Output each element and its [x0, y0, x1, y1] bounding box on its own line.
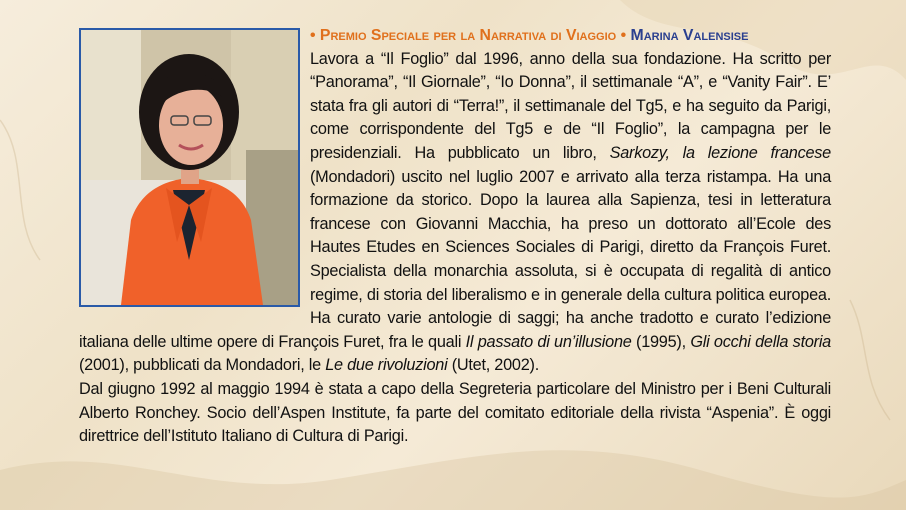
- book-title: Le due rivoluzioni: [325, 356, 448, 375]
- biography-paragraph-2: Dal giugno 1992 al maggio 1994 è stata a capo della Segreteria particolare del Ministro per i Beni Culturali Alberto Ronchey. Socio dell’Aspen Institute, fa parte del comitato editoriale della rivista “Aspenia”. È oggi direttrice dell’Istituto Italiano di Cultura di Parigi.: [79, 379, 831, 446]
- bio-text: (2001), pubblicati da Mondadori, le: [79, 356, 326, 375]
- book-title: Gli occhi della storia: [690, 332, 831, 351]
- biography-text: [79, 24, 831, 449]
- award-title: Premio Speciale per la Narrativa di Viaggio: [319, 27, 617, 44]
- book-title: Sarkozy, la lezione francese: [609, 143, 831, 162]
- bio-text: (1995),: [631, 332, 691, 351]
- bullet: •: [616, 27, 631, 44]
- bullet: •: [310, 27, 320, 44]
- book-title: Il passato di un’illusione: [465, 332, 632, 351]
- photo-spacer: [79, 24, 310, 308]
- author-name: Marina Valensise: [630, 27, 749, 44]
- bio-text: (Utet, 2002).: [447, 356, 539, 375]
- award-heading: [310, 27, 748, 44]
- bio-text: (Mondadori) uscito nel luglio 2007 e arrivato alla terza ristampa. Ha una formazione da storico. Dopo la laurea alla Sapienza, tesi in letteratura francese con Giovanni Macchia, ha preso un dottorato all’Ecole des Hautes Etudes en Sciences Sociales di Parigi, diretto da François Furet. Specialista della monarchia assoluta, si è occupata di regalità di antico regime, di storia del liberalismo e in generale della cultura politica europea. Ha curato varie antologie di saggi; ha anche tradotto e curato l’edizione italiana delle ultime opere di François Furet, fra le quali: [79, 167, 831, 351]
- bio-text: Lavora a “Il Foglio” dal 1996, anno della sua fondazione. Ha scritto per “Panorama”, “Il Giornale”, “Io Donna”, il settimanale “A”, e “Vanity Fair”. E’ stata fra gli autori di “Terra!”, il settimanale del Tg5, e ha seguito da Parigi, come corrispondente del Tg5 e de “Il Foglio”, la campagna per le presidenziali. Ha pubblicato un libro,: [310, 49, 831, 162]
